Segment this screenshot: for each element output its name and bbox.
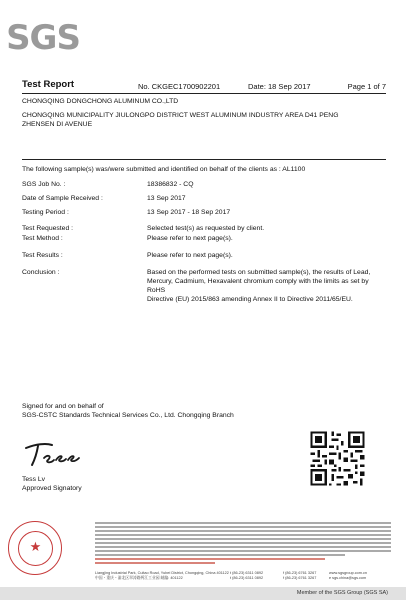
- footer-tel-cn: t (86-23) 6311 0892: [230, 576, 264, 580]
- footer-address-cn: 中国・重庆・渝北区翠涛路两江工业园 邮编: 401122: [95, 576, 183, 580]
- field-value-testing-period: 13 Sep 2017 - 18 Sep 2017: [147, 209, 231, 216]
- field-label-test-results: Test Results :: [22, 252, 63, 259]
- handwritten-signature: [22, 440, 82, 468]
- conclusion-line-2: Mercury, Cadmium, Hexavalent chromium comply with the limits as set by RoHS: [147, 278, 369, 294]
- address-line-1: CHONGQING MUNICIPALITY JIULONGPO DISTRICT WEST ALUMINUM INDUSTRY AREA D41 PENG: [22, 112, 339, 119]
- signer-name: Tess Lv: [22, 476, 46, 483]
- address-line-2: ZHENSEN DI AVENUE: [22, 121, 93, 128]
- signed-line-1: Signed for and on behalf of: [22, 403, 104, 410]
- footer-tel: t (86-23) 6311 0892: [230, 571, 264, 575]
- footer-email[interactable]: e sgs.china@sgs.com: [329, 576, 367, 580]
- sgs-member-note: Member of the SGS Group (SGS SA): [296, 590, 388, 596]
- logo-text: SGS: [6, 18, 80, 58]
- terms-and-conditions-text: [95, 521, 393, 567]
- header-divider: [22, 93, 386, 94]
- conclusion-line-1: Based on the performed tests on submitted sample(s), the results of Lead,: [147, 269, 371, 276]
- seal-star-icon: ★: [29, 539, 42, 554]
- footer-address-en: Liangjing Industrial Park, Cuitao Road, Yubei District, Chongqing, China 401122: [95, 571, 229, 575]
- report-title: Test Report: [22, 79, 75, 90]
- footer-web[interactable]: www.sgsgroup.com.cn: [329, 571, 367, 575]
- field-label-job-no: SGS Job No. :: [22, 181, 66, 188]
- submitted-statement: The following sample(s) was/were submitted and identified on behalf of the clients as : AL1100: [22, 166, 306, 173]
- field-value-conclusion: [147, 268, 387, 304]
- field-label-testing-period: Testing Period :: [22, 209, 69, 216]
- page-number: Page 1 of 7: [347, 82, 386, 91]
- signer-title: Approved Signatory: [22, 485, 82, 492]
- report-header: [22, 81, 386, 93]
- field-value-date-received: 13 Sep 2017: [147, 195, 186, 202]
- field-value-test-requested: Selected test(s) as requested by client.: [147, 225, 265, 232]
- footer-fax: f (86-23) 6761 3267: [283, 571, 317, 575]
- section-divider: [22, 159, 386, 160]
- signatory: [22, 475, 82, 493]
- field-value-test-method: Please refer to next page(s).: [147, 235, 233, 242]
- applicant-company: CHONGQING DONGCHONG ALUMINUM CO.,LTD: [22, 98, 179, 105]
- sgs-logo: [6, 18, 80, 58]
- footer-contact: [95, 571, 395, 581]
- official-seal-icon: [8, 521, 62, 575]
- qr-code-icon: [308, 429, 367, 488]
- field-label-test-requested: Test Requested :: [22, 225, 74, 232]
- field-value-test-results: Please refer to next page(s).: [147, 252, 233, 259]
- report-number: No. CKGEC1700902201: [138, 82, 221, 91]
- conclusion-line-3: Directive (EU) 2015/863 amending Annex II to Directive 2011/65/EU.: [147, 296, 353, 303]
- seal-inner-ring: [18, 531, 53, 566]
- footer-fax-cn: f (86-23) 6761 3267: [283, 576, 317, 580]
- signed-line-2: SGS-CSTC Standards Technical Services Co., Ltd. Chongqing Branch: [22, 412, 234, 419]
- signed-on-behalf: [22, 402, 234, 420]
- applicant-address: [22, 111, 382, 129]
- field-value-job-no: 18386832 - CQ: [147, 181, 194, 188]
- field-label-test-method: Test Method :: [22, 235, 63, 242]
- field-label-date-received: Date of Sample Received :: [22, 195, 103, 202]
- report-date: Date: 18 Sep 2017: [248, 82, 311, 91]
- field-label-conclusion: Conclusion :: [22, 269, 60, 276]
